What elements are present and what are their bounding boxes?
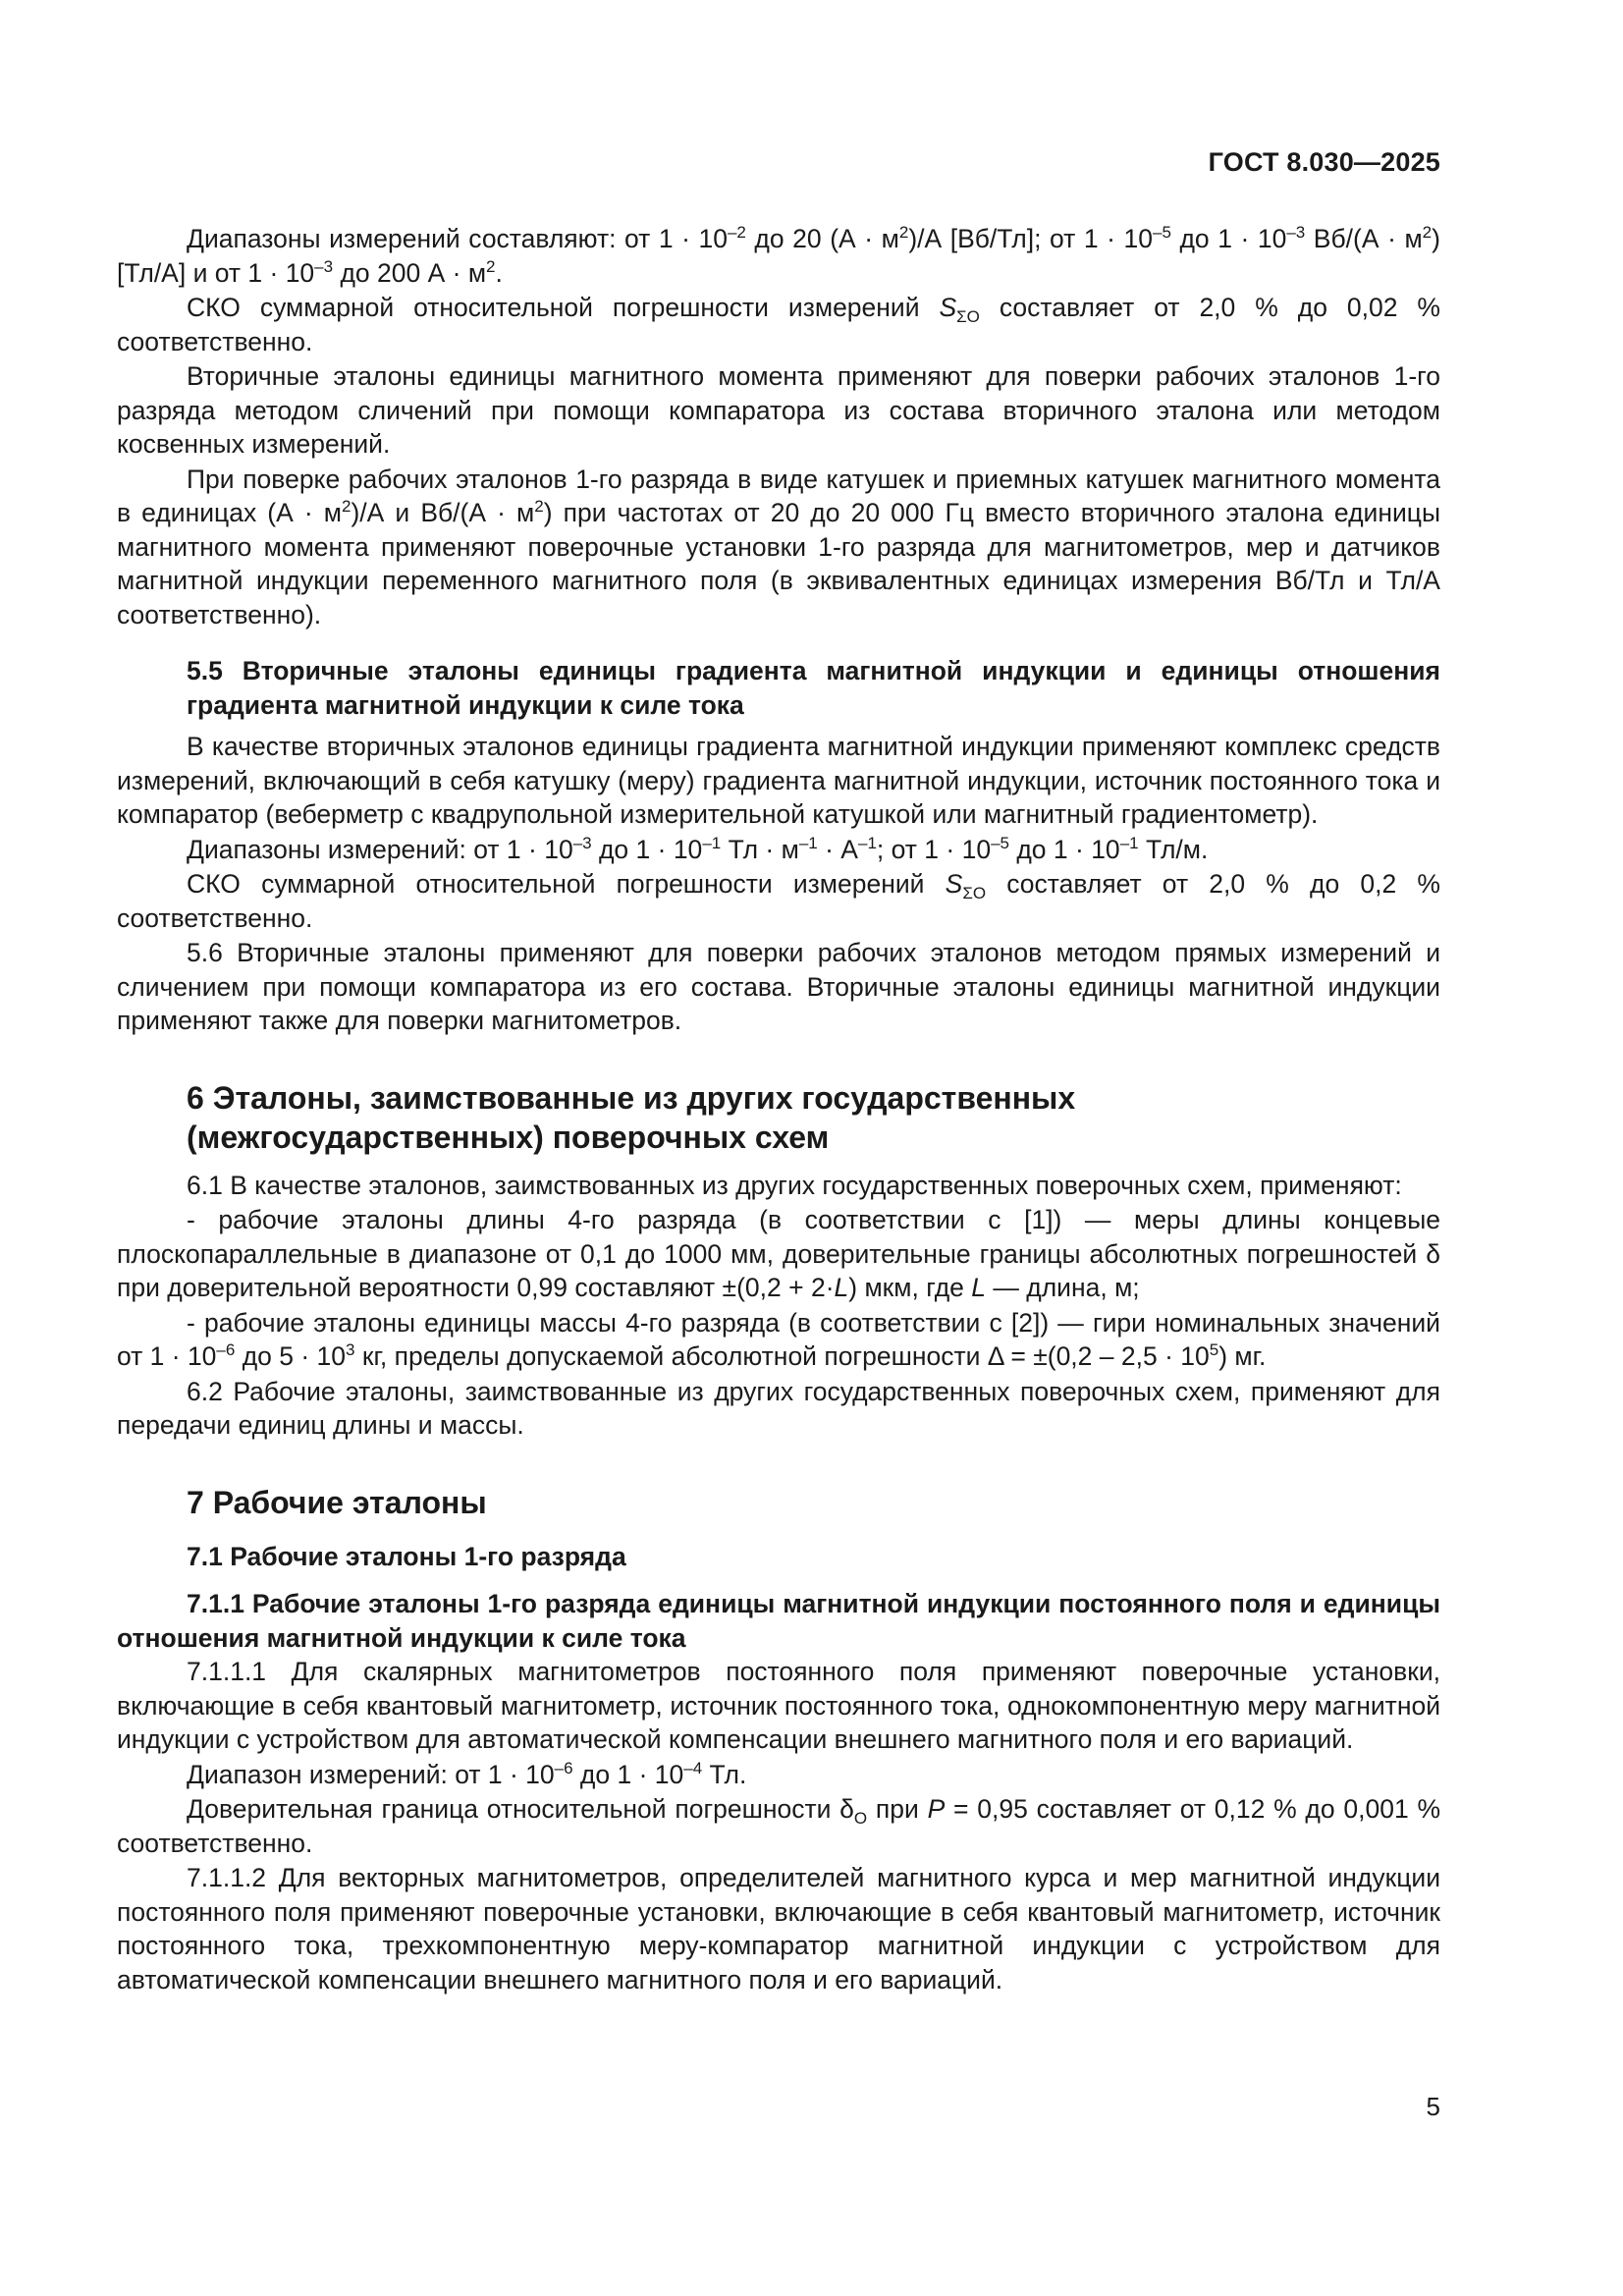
paragraph-gradient-ranges: Диапазоны измерений: от $1 \cdot 10^{-3}$ до $1 \cdot 10^{-1}$ Тл · $м^{-1} \cdot А^{-1}$; от $1 \cdot 10^{-5}$ до $1 \cdot 10^{-1}$ Тл/м.: [187, 833, 1209, 864]
paragraph-gradient-standards: В качестве вторичных эталонов единицы градиента магнитной индукции применяют комплекс средств измерений, включающий в себя катушку (меру) градиента магнитной индукции, источник постоянного тока и компаратор (веберметр с квадрупольной измерительной катушкой или магнитный градиентометр).: [117, 732, 1440, 829]
paragraph-7-1-1-1: 7.1.1.1 Для скалярных магнитометров постоянного поля применяют поверочные установки, включающие в себя квантовый магнитометр, источник постоянного тока, однокомпонентную меру магнитной индукции с устройством для автоматической компенсации внешнего магнитного поля и его вариаций.: [117, 1657, 1440, 1754]
paragraph-mass-standards: - рабочие эталоны единицы массы 4-го разряда (в соответствии с [2]) — гири номинальных значений от $1 \cdot 10^{-6}$ до $5 \cdot 10^3$ кг, пределы допускаемой абсолютной погрешности $\Delta = \pm(0,2 - 2,5 \cdot 10^5)$ мг.: [117, 1307, 1440, 1371]
document-body: [117, 222, 1440, 1997]
paragraph-5-6: 5.6 Вторичные эталоны применяют для поверки рабочих эталонов методом прямых измерений и сличением при помощи компаратора из его состава. Вторичные эталоны единицы магнитной индукции применяют также для поверки магнитометров.: [117, 938, 1440, 1035]
paragraph-7-1-1-2: 7.1.1.2 Для векторных магнитометров, определителей магнитного курса и мер магнитной индукции постоянного поля применяют поверочные установки, включающие в себя квантовый магнитометр, источник постоянного тока, трехкомпонентную меру-компаратор магнитной индукции с устройством для автоматической компенсации внешнего магнитного поля и его вариаций.: [117, 1863, 1440, 1995]
paragraph-length-standards: - рабочие эталоны длины 4-го разряда (в соответствии с [1]) — меры длины концевые плоскопараллельные в диапазоне от 0,1 до 1000 мм, доверительные границы абсолютных погрешностей δ при доверительной вероятности 0,99 составляют ±(0,2 + 2·L) мкм, где L — длина, м;: [117, 1205, 1440, 1302]
section-heading-7-1-1: 7.1.1 Рабочие эталоны 1-го разряда единицы магнитной индукции постоянного поля и единицы отношения магнитной индукции к силе тока: [117, 1589, 1440, 1653]
document-code-header: ГОСТ 8.030—2025: [1208, 147, 1440, 177]
section-heading-7-1: 7.1 Рабочие эталоны 1-го разряда: [187, 1541, 626, 1571]
section-heading-5-5: 5.5 Вторичные эталоны единицы градиента магнитной индукции и единицы отношения градиента магнитной индукции к силе тока: [187, 656, 1440, 720]
paragraph-measurement-ranges: Диапазоны измерений составляют: от $1 \cdot 10^{-2}$ до 20 $(А \cdot м^2)/А$ [Вб/Тл]; от $1 \cdot 10^{-5}$ до $1 \cdot 10^{-3}$ $Вб/(А \cdot м^2)$ [Тл/А] и от $1 \cdot 10^{-3}$ до 200 $А \cdot м^2$.: [117, 223, 1440, 288]
paragraph-sko-1: СКО суммарной относительной погрешности измерений $S_{\Sigma O}$ составляет от 2,0 % до 0,02 % соответственно.: [117, 293, 1440, 356]
paragraph-6-1: 6.1 В качестве эталонов, заимствованных из других государственных поверочных схем, применяют:: [187, 1170, 1402, 1200]
section-heading-7: 7 Рабочие эталоны: [187, 1484, 487, 1520]
paragraph-6-2: 6.2 Рабочие эталоны, заимствованные из других государственных поверочных схем, применяют для передачи единиц длины и массы.: [117, 1376, 1440, 1440]
paragraph-secondary-standards-moment: Вторичные эталоны единицы магнитного момента применяют для поверки рабочих эталонов 1-го разряда методом сличений при помощи компаратора из состава вторичного эталона или методом косвенных измерений.: [117, 361, 1440, 459]
paragraph-range-7-1-1-1: Диапазон измерений: от $1 \cdot 10^{-6}$ до $1 \cdot 10^{-4}$ Тл.: [187, 1758, 747, 1789]
paragraph-sko-2: СКО суммарной относительной погрешности измерений $S_{\Sigma O}$ составляет от 2,0 % до 0,2 % соответственно.: [117, 869, 1440, 933]
section-heading-6: 6 Эталоны, заимствованные из других государственных (межгосударственных) поверочных схем: [187, 1079, 1076, 1155]
paragraph-coil-verification: При поверке рабочих эталонов 1-го разряда в виде катушек и приемных катушек магнитного момента в единицах $(А \cdot м^2)/А$ и $Вб/(А \cdot м^2)$ при частотах от 20 до 20 000 Гц вместо вторичного эталона единицы магнитного момента применяют поверочные установки 1-го разряда для магнитометров, мер и датчиков магнитной индукции переменного магнитного поля (в эквивалентных единицах измерения Вб/Тл и Тл/А соответственно).: [117, 464, 1441, 629]
page-number: 5: [1426, 2092, 1440, 2121]
paragraph-confidence-bound: Доверительная граница относительной погрешности $\delta_О$ при P = 0,95 составляет от 0,12 % до 0,001 % соответственно.: [117, 1794, 1441, 1858]
